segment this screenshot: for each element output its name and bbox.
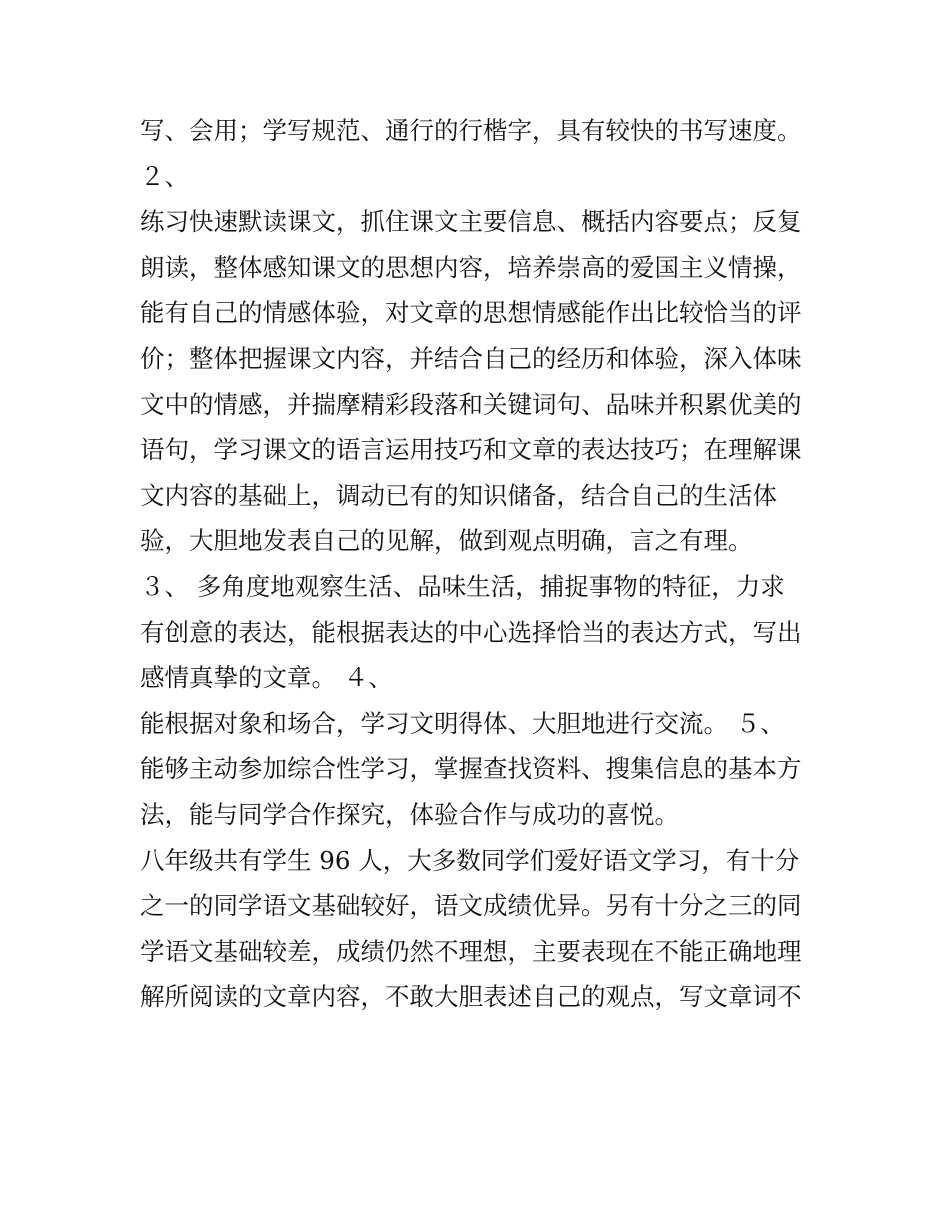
text-line: 练习快速默读课文，抓住课文主要信息、概括内容要点；反复	[140, 207, 802, 237]
text-line: 语句，学习课文的语言运用技巧和文章的表达技巧；在理解课	[140, 435, 802, 465]
text-line: ３、 多角度地观察生活、品味生活，捕捉事物的特征，力求	[140, 571, 785, 601]
body-text	[140, 108, 820, 1020]
text-line: 法，能与同学合作探究，体验合作与成功的喜悦。	[140, 799, 679, 829]
text-line: ２、	[140, 161, 189, 191]
text-line: 感情真挚的文章。 ４、	[140, 663, 393, 693]
text-line: 能够主动参加综合性学习，掌握查找资料、搜集信息的基本方	[140, 754, 802, 784]
text-line: 能有自己的情感体验，对文章的思想情感能作出比较恰当的评	[140, 298, 802, 328]
text-line: 文内容的基础上，调动已有的知识储备，结合自己的生活体	[140, 480, 777, 510]
text-line: 朗读，整体感知课文的思想内容，培养崇高的爱国主义情操，	[140, 252, 802, 282]
text-line: 有创意的表达，能根据表达的中心选择恰当的表达方式，写出	[140, 617, 802, 647]
text-line: 学语文基础较差，成绩仍然不理想，主要表现在不能正确地理	[140, 936, 802, 966]
text-line: 能根据对象和场合，学习文明得体、大胆地进行交流。 ５、	[140, 708, 785, 738]
text-line: 文中的情感，并揣摩精彩段落和关键词句、品味并积累优美的	[140, 389, 802, 419]
text-line: 解所阅读的文章内容，不敢大胆表述自己的观点，写文章词不	[140, 982, 802, 1012]
text-line: 写、会用；学写规范、通行的行楷字，具有较快的书写速度。	[140, 116, 802, 145]
text-line: 价；整体把握课文内容，并结合自己的经历和体验，深入体味	[140, 343, 802, 373]
text-line: 之一的同学语文基础较好，语文成绩优异。另有十分之三的同	[140, 891, 802, 921]
text-line: 验，大胆地发表自己的见解，做到观点明确，言之有理。	[140, 526, 753, 556]
text-line: 八年级共有学生 96 人，大多数同学们爱好语文学习，有十分	[140, 845, 800, 875]
